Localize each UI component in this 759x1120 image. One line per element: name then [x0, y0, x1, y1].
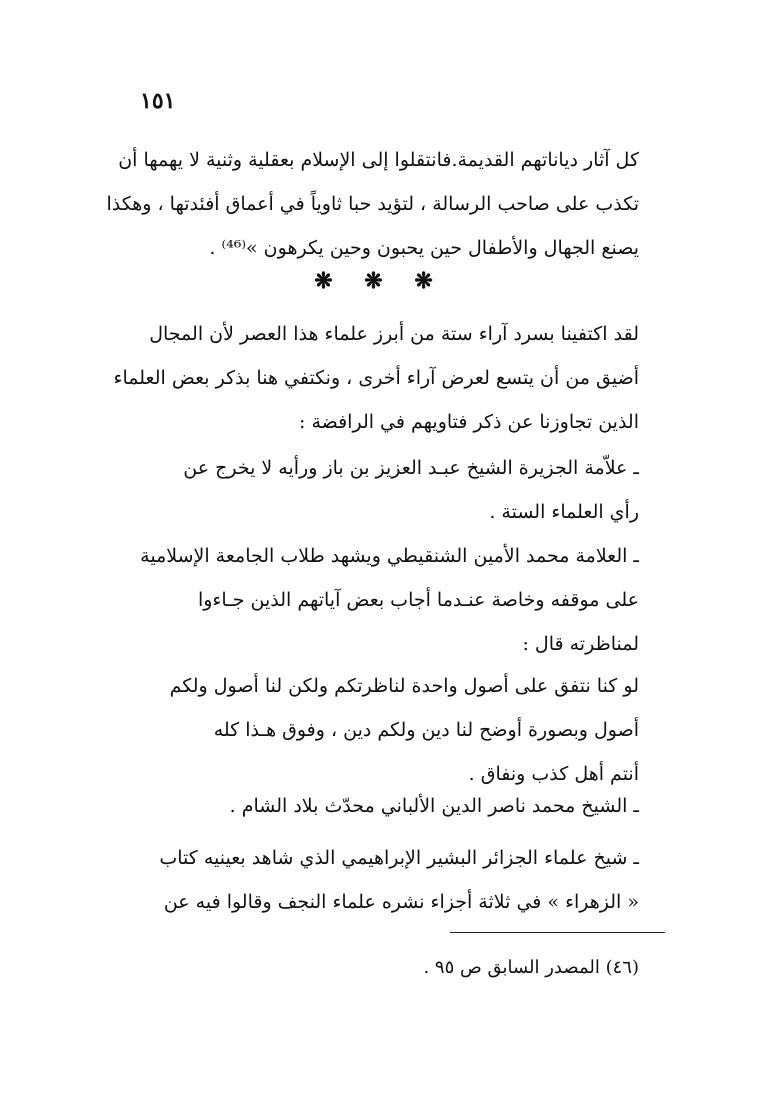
footnote-divider [450, 932, 665, 933]
page-number: ١٥١ [140, 88, 176, 114]
section-separator: ❋ ❋ ❋ [314, 268, 445, 294]
text-line: تكذب على صاحب الرسالة ، لتؤيد حبا ثاوياً في أعماق أفئدتها ، وهكذا [106, 193, 639, 215]
paragraph-intro [113, 312, 639, 444]
bullet-shinqiti [119, 534, 639, 666]
text-line: كل آثار دياناتهم القديمة.فانتقلوا إلى الإسلام بعقلية وثنية لا يهمها أن [118, 149, 639, 171]
text-line: أصول وبصورة أوضح لنا دين ولكم دين ، وفوق هـذا كله [213, 719, 639, 741]
bullet-ibn-baz [119, 446, 639, 534]
text-line: ـ الشيخ محمد ناصر الدين الألباني محدّث بلاد الشام . [229, 795, 639, 817]
bullet-ibrahimi [119, 836, 639, 924]
text-line: ـ شيخ علماء الجزائر البشير الإبراهيمي الذي شاهد بعينيه كتاب [159, 847, 639, 869]
text-line: ـ العلامة محمد الأمين الشنقيطي ويشهد طلاب الجامعة الإسلامية [140, 545, 639, 567]
text-line: أنتم أهل كذب ونفاق . [468, 763, 639, 785]
text-line: أضيق من أن يتسع لعرض آراء أخرى ، ونكتفي هنا بذكر بعض العلماء [113, 367, 639, 389]
quoted-statement [119, 664, 639, 796]
footnote: (٤٦) المصدر السابق ص ٩٥ . [423, 957, 639, 978]
text-line: على موقفه وخاصة عنـدما أجاب بعض آياتهم الذين جـاءوا [197, 589, 639, 611]
text-line: لو كنا نتفق على أصول واحدة لناظرتكم ولكن لنا أصول ولكم [169, 675, 639, 697]
paragraph-quote-ending [106, 138, 639, 270]
text-line: ـ علاّمة الجزيرة الشيخ عبـد العزيز بن باز ورأيه لا يخرج عن [183, 457, 639, 479]
text-line: الذين تجاوزنا عن ذكر فتاويهم في الرافضة : [299, 411, 639, 433]
text-line: لمناظرته قال : [522, 633, 639, 655]
text-line: رأي العلماء الستة . [489, 501, 639, 523]
bullet-albani [119, 784, 639, 828]
text-line: « الزهراء » في ثلاثة أجزاء نشره علماء النجف وقالوا فيه عن [163, 891, 639, 913]
text-line: يصنع الجهال والأطفال حين يحبون وحين يكرهون »⁽⁴⁶⁾ . [209, 237, 639, 259]
text-line: لقد اكتفينا بسرد آراء ستة من أبرز علماء هذا العصر لأن المجال [149, 323, 639, 345]
